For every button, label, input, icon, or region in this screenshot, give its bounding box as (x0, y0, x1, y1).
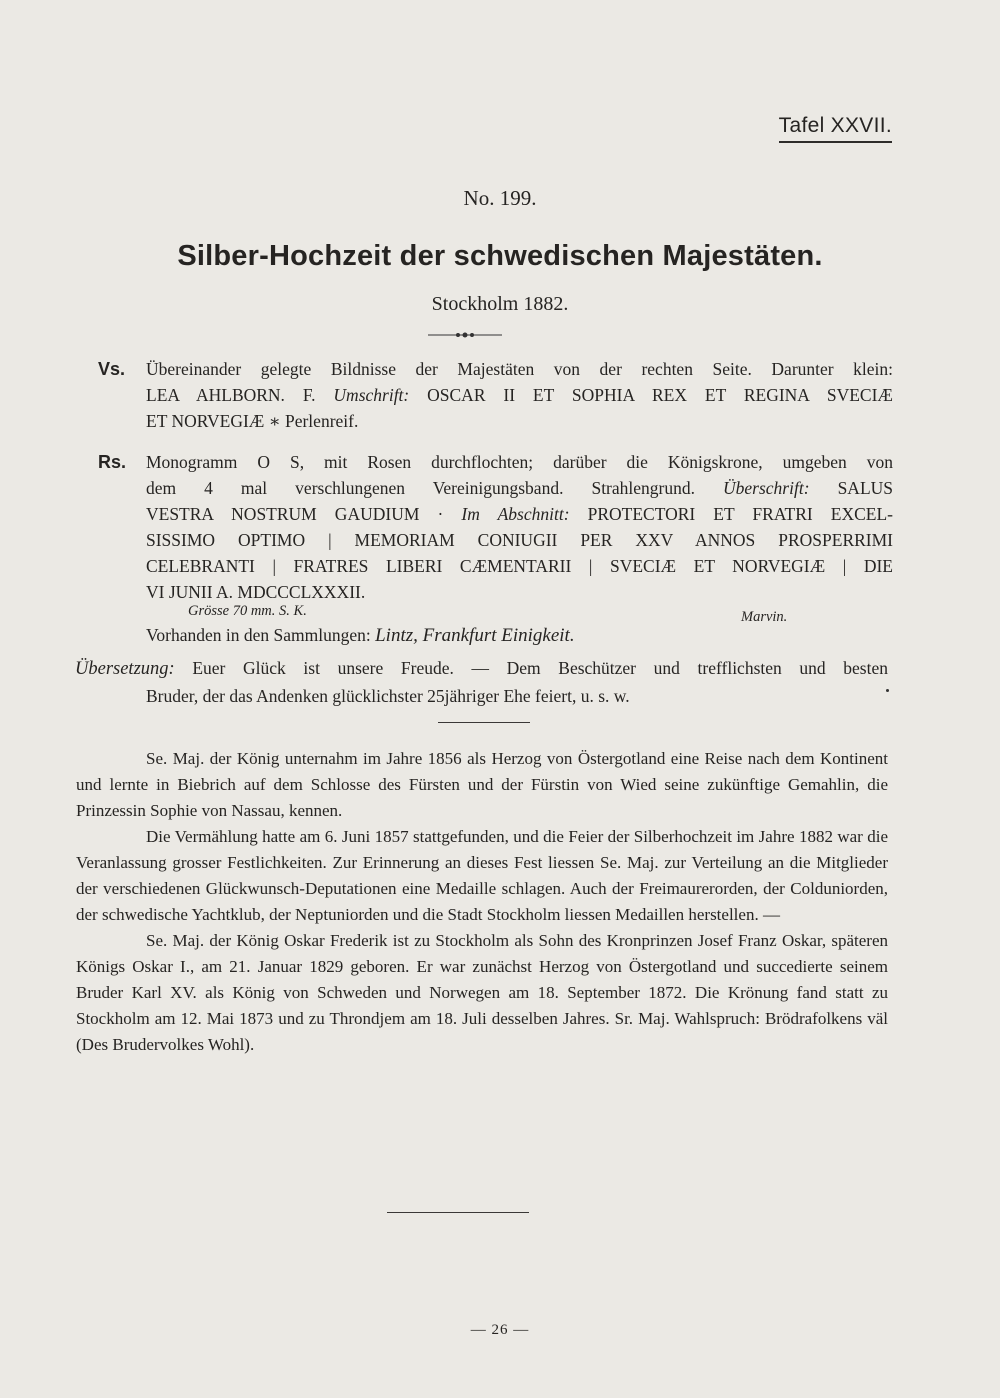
artist-name: Marvin. (741, 609, 788, 625)
body-text (76, 746, 888, 1058)
item-number: No. 199. (463, 186, 537, 210)
obverse-line: LEA AHLBORN. F. Umschrift: OSCAR II ET SOPHIA REX ET REGINA SVECIÆ (146, 385, 893, 405)
reverse-line: dem 4 mal verschlungenen Vereinigungsband. Strahlengrund. Überschrift: SALUS (146, 478, 894, 498)
reverse-line: VESTRA NOSTRUM GAUDIUM · Im Abschnitt: PROTECTORI ET FRATRI EXCEL- (146, 504, 893, 524)
obverse-description (98, 356, 893, 434)
place-date: Stockholm 1882. (431, 293, 569, 315)
translation-label: Übersetzung: (75, 659, 175, 679)
collections-line: Vorhanden in den Sammlungen: Lintz, Frankfurt Einigkeit. (146, 625, 575, 646)
speck-mark (886, 689, 889, 692)
section-divider (438, 722, 530, 723)
reverse-line: Monogramm O S, mit Rosen durchflochten; darüber die Königskrone, umgeben von (146, 452, 893, 472)
translation-line: Bruder, der das Andenken glücklichster 25jähriger Ehe feiert, u. s. w. (146, 686, 630, 706)
paragraph: Die Vermählung hatte am 6. Juni 1857 stattgefunden, und die Feier der Silberhochzeit im Jahre 1882 war die Veranlassung grosser Festlichkeiten. Zur Erinnerung an dieses Fest liessen Se. Maj. zur Verteilung an die Mitglieder der verschiedenen Glückwunsch-Deputationen eine Medaille schlagen. Auch der Freimaurerorden, der Colduniorden, der schwedische Yachtklub, der Neptuniorden und die Stadt Stockholm liessen Medaillen herstellen. — (76, 827, 888, 924)
paragraph: Se. Maj. der König unternahm im Jahre 1856 als Herzog von Östergotland eine Reise nach dem Kontinent und lernte in Biebrich auf dem Schlosse des Fürsten und der Fürstin von Wied seine zukünftige Gemahlin, die Prinzessin Sophie von Nassau, kennen. (76, 749, 888, 820)
medal-size: Grösse 70 mm. S. K. (188, 603, 307, 619)
reverse-line: VI JUNII A. MDCCCLXXXII. (146, 582, 366, 602)
plate-label: Tafel XXVII. (779, 114, 892, 143)
reverse-line: CELEBRANTI | FRATRES LIBERI CÆMENTARII | SVECIÆ ET NORVEGIÆ | DIE (146, 556, 893, 576)
obverse-line: Übereinander gelegte Bildnisse der Majestäten von der rechten Seite. Darunter klein: (146, 359, 893, 379)
reverse-line: SISSIMO OPTIMO | MEMORIAM CONIUGII PER XXV ANNOS PROSPERRIMI (146, 530, 893, 550)
reverse-label: Rs. (98, 452, 127, 472)
page-number: — 26 — (470, 1322, 530, 1338)
page-title: Silber-Hochzeit der schwedischen Majestäten. (177, 240, 823, 272)
obverse-label: Vs. (98, 359, 126, 379)
obverse-line: ET NORVEGIÆ ∗ Perlenreif. (146, 411, 359, 431)
paragraph: Se. Maj. der König Oskar Frederik ist zu Stockholm als Sohn des Kronprinzen Josef Franz Oskar, späteren Königs Oskar I., am 21. Januar 1829 geboren. Er war zunächst Herzog von Östergotland und succedierte seinem Bruder Karl XV. als König von Schweden und Norwegen am 18. September 1872. Die Krönung fand statt zu Stockholm am 12. Mai 1873 und zu Throndjem am 18. Juli desselben Jahres. Sr. Maj. Wahlspruch: Brödrafolkens väl (Des Brudervolkes Wohl). (76, 931, 888, 1054)
reverse-description (98, 449, 893, 605)
end-divider (387, 1212, 529, 1213)
translation: Übersetzung: Euer Glück ist unsere Freude. — Dem Beschützer und trefflichsten und besten Bruder, der das Andenken glücklichster 25jähriger Ehe feiert, u. s. w. (75, 655, 888, 710)
ornament-divider (428, 330, 502, 340)
